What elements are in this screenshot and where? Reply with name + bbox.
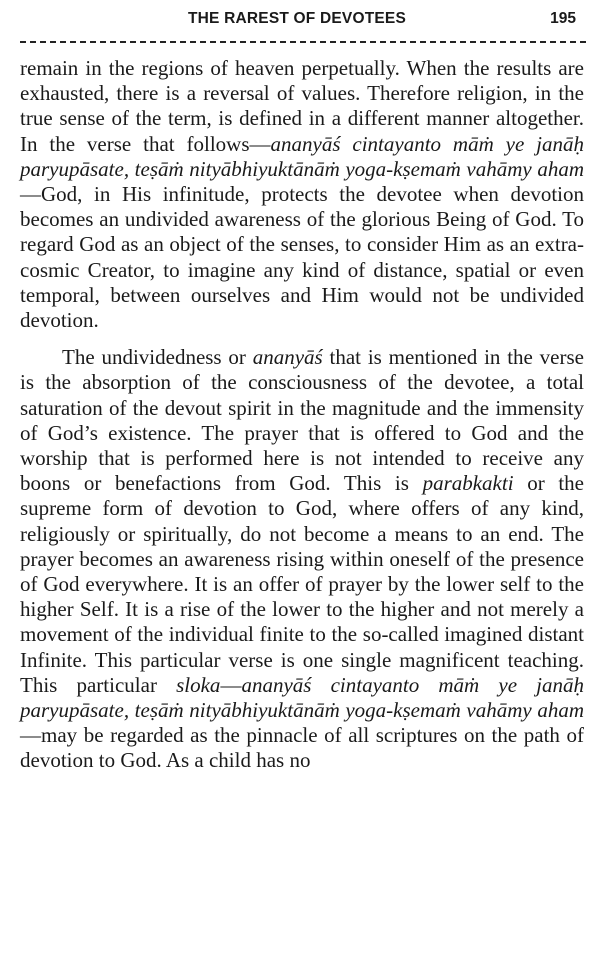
running-header bbox=[20, 8, 584, 34]
paragraph-1 bbox=[20, 56, 584, 333]
paragraph-2-run-1: The undividedness or bbox=[62, 345, 253, 370]
paragraph-2-run-9: —may be regarded as the pinnacle of all scriptures on the path of devotion to God. As a child has no bbox=[20, 723, 584, 773]
paragraph-1-run-1: remain in the regions of heaven perpetually. When the results are exhausted, there is a reversal of values. Therefore religion, in the true sense of the term, is defined in a different manner altogether. In the verse that follows— bbox=[20, 56, 584, 156]
term-sloka: sloka bbox=[176, 672, 221, 697]
verse-quote-repeat: ananyāś cintayanto māṁ ye janāḥ paryupāsate, teṣāṁ nityābhiyuktānāṁ yoga-kṣemaṁ vahāmy aham bbox=[20, 672, 584, 723]
paragraph-2-run-7: — bbox=[220, 672, 242, 697]
page-number: 195 bbox=[550, 10, 576, 27]
paragraph-2-run-3: that is mentioned in the verse is the absorption of the consciousness of the devotee, a total saturation of the devout spirit in the magnitude and the immensity of God’s existence. The prayer that is offered to God and the worship that is performed here is not intended to receive any boons or benefactions from God. This is bbox=[20, 345, 584, 496]
body-text bbox=[20, 56, 584, 774]
paragraph-2-run-5: or the supreme form of devotion to God, where offers of any kind, religiously or spiritually, do not become a means to an end. The prayer becomes an awareness rising within oneself of the presence of God everywhere. It is an offer of prayer by the lower self to the higher Self. It is a rise of the lower to the higher and not merely a movement of the individual finite to the so-called imagined distant Infinite. This particular verse is one single magnificent teaching. This particular bbox=[20, 471, 585, 697]
term-ananyas: ananyāś bbox=[252, 345, 323, 370]
paragraph-1-run-3: —God, in His infinitude, protects the devotee when devotion becomes an undivided awareness of the glorious Being of God. To regard God as an object of the senses, to consider Him as an extra-cosmic Creator, to imagine any kind of distance, spatial or even temporal, between ourselves and Him would not be undivided devotion. bbox=[20, 182, 584, 333]
running-title: THE RAREST OF DEVOTEES bbox=[188, 10, 406, 27]
header-dashed-rule bbox=[20, 41, 586, 43]
verse-quote: ananyāś cintayanto māṁ ye janāḥ paryupāsate, teṣāṁ nityābhiyuktānāṁ yoga-kṣemaṁ vahāmy aham bbox=[20, 131, 584, 181]
term-parabkakti: parabkakti bbox=[422, 471, 514, 496]
paragraph-2 bbox=[20, 345, 584, 773]
